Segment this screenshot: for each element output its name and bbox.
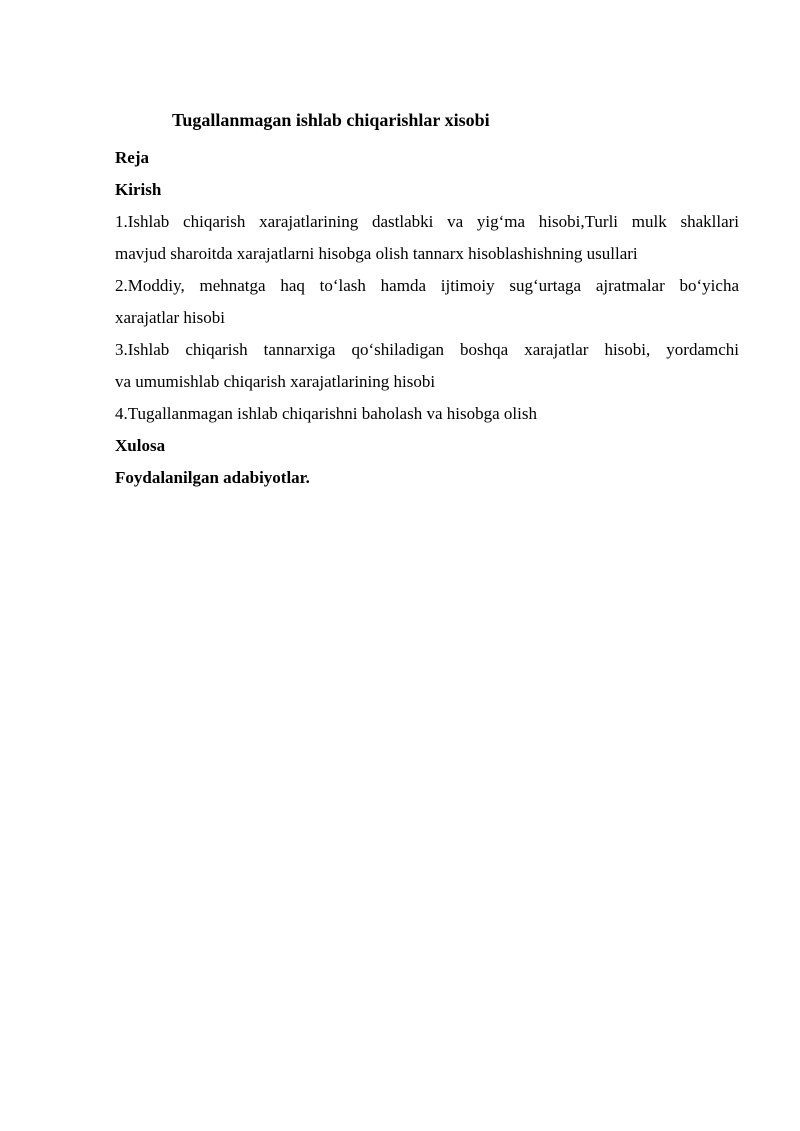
plan-item-4 <box>115 398 739 430</box>
references-heading: Foydalanilgan adabiyotlar. <box>115 468 310 487</box>
intro-heading: Kirish <box>115 180 162 199</box>
plan-item-1-line-2: mavjud sharoitda xarajatlarni hisobga olish tannarx hisoblashishning usullari <box>115 244 638 263</box>
plan-item-4-line-1: 4.Tugallanmagan ishlab chiqarishni baholash va hisobga olish <box>115 404 537 423</box>
document-body <box>115 142 739 494</box>
conclusion-heading: Xulosa <box>115 436 166 455</box>
plan-item-3-line-1: 3.Ishlab chiqarish tannarxiga qo‘shiladigan boshqa xarajatlar hisobi, yordamchi <box>115 340 739 359</box>
plan-item-3-line-2: va umumishlab chiqarish xarajatlarining hisobi <box>115 372 436 391</box>
plan-item-1-line-1: 1.Ishlab chiqarish xarajatlarining dastlabki va yig‘ma hisobi,Turli mulk shakllari <box>115 212 739 231</box>
plan-item-2-line-2: xarajatlar hisobi <box>115 308 225 327</box>
document-title: Tugallanmagan ishlab chiqarishlar xisobi <box>172 110 490 130</box>
plan-item-3 <box>115 334 739 398</box>
plan-heading: Reja <box>115 148 149 167</box>
plan-item-1 <box>115 206 739 270</box>
plan-item-2 <box>115 270 739 334</box>
plan-item-2-line-1: 2.Moddiy, mehnatga haq to‘lash hamda ijtimoiy sug‘urtaga ajratmalar bo‘yicha <box>115 276 739 295</box>
